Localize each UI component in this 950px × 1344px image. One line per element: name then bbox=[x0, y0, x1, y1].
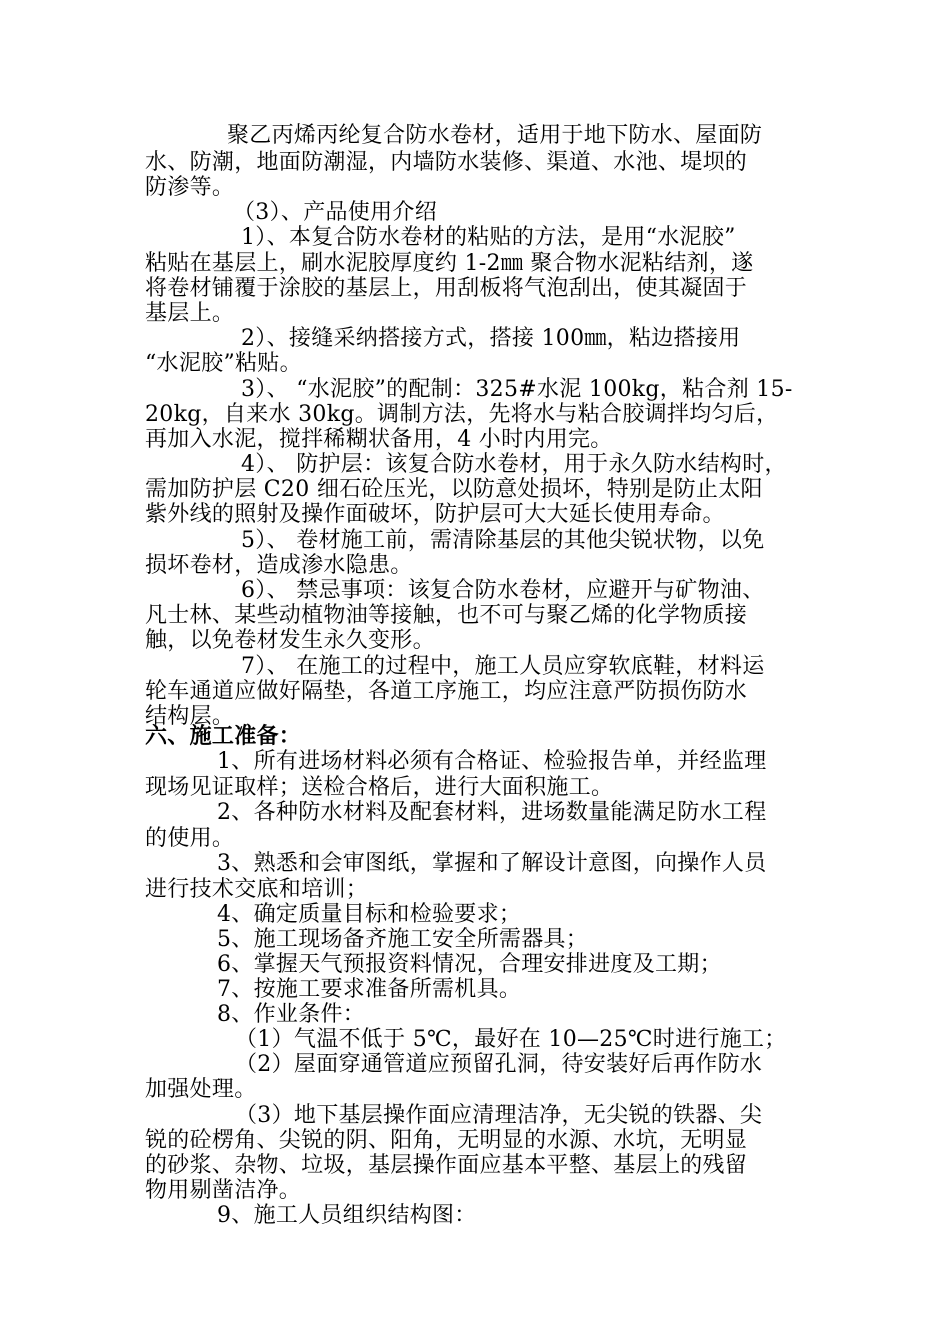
paragraph-line: 加强处理。 bbox=[145, 1077, 257, 1102]
paragraph-line: 5）、 卷材施工前，需清除基层的其他尖锐状物，以免 bbox=[241, 528, 765, 553]
paragraph-line: （3）地下基层操作面应清理洁净，无尖锐的铁器、尖 bbox=[235, 1103, 763, 1128]
paragraph-line: 5、施工现场备齐施工安全所需器具； bbox=[217, 927, 589, 952]
paragraph-line: 需加防护层 C20 细石砼压光，以防意处损坏，特别是防止太阳 bbox=[145, 477, 763, 502]
paragraph-line: 再加入水泥，搅拌稀糊状备用，4 小时内用完。 bbox=[145, 427, 613, 452]
paragraph-line: 7）、 在施工的过程中，施工人员应穿软底鞋，材料运 bbox=[241, 654, 765, 679]
paragraph-line: 的砂浆、杂物、垃圾，基层操作面应基本平整、基层上的残留 bbox=[145, 1153, 748, 1178]
paragraph-line: 1、所有进场材料必须有合格证、检验报告单，并经监理 bbox=[217, 749, 767, 774]
paragraph-line: “水泥胶”粘贴。 bbox=[145, 351, 302, 376]
paragraph-line: （1）气温不低于 5℃，最好在 10—25℃时进行施工； bbox=[235, 1027, 787, 1052]
paragraph-line: 触，以免卷材发生永久变形。 bbox=[145, 628, 435, 653]
paragraph-line: 20kg，自来水 30kg。调制方法，先将水与粘合胶调拌均匀后， bbox=[145, 402, 779, 427]
paragraph-line: 基层上。 bbox=[145, 301, 235, 326]
section-subtitle: （3）、产品使用介绍 bbox=[233, 200, 437, 225]
paragraph-line: 2、各种防水材料及配套材料，进场数量能满足防水工程 bbox=[217, 800, 767, 825]
paragraph-line: 进行技术交底和培训； bbox=[145, 877, 369, 902]
paragraph-line: 6、掌握天气预报资料情况，合理安排进度及工期； bbox=[217, 952, 722, 977]
paragraph-line: 9、施工人员组织结构图： bbox=[217, 1203, 477, 1228]
paragraph-line: 水、防潮，地面防潮湿，内墙防水装修、渠道、水池、堤坝的 bbox=[145, 150, 748, 175]
paragraph-line: 1）、本复合防水卷材的粘贴的方法，是用“水泥胶” bbox=[241, 225, 736, 250]
paragraph-line: 轮车通道应做好隔垫，各道工序施工，均应注意严防损伤防水 bbox=[145, 679, 748, 704]
paragraph-line: 聚乙丙烯丙纶复合防水卷材，适用于地下防水、屋面防 bbox=[227, 123, 763, 148]
paragraph-line: 7、按施工要求准备所需机具。 bbox=[217, 977, 522, 1002]
paragraph-line: 将卷材铺覆于涂胶的基层上，用刮板将气泡刮出，使其凝固于 bbox=[145, 276, 748, 301]
paragraph-line: 锐的砼楞角、尖锐的阴、阳角，无明显的水源、水坑，无明显 bbox=[145, 1128, 748, 1153]
paragraph-line: 物用剔凿洁净。 bbox=[145, 1178, 302, 1203]
paragraph-line: 的使用。 bbox=[145, 826, 235, 851]
paragraph-line: 紫外线的照射及操作面破坏，防护层可大大延长使用寿命。 bbox=[145, 502, 725, 527]
paragraph-line: 防渗等。 bbox=[145, 175, 235, 200]
section-heading: 六、施工准备： bbox=[145, 723, 302, 749]
paragraph-line: 损坏卷材，造成渗水隐患。 bbox=[145, 553, 413, 578]
paragraph-line: 3、熟悉和会审图纸，掌握和了解设计意图，向操作人员 bbox=[217, 851, 767, 876]
paragraph-line: 凡士林、某些动植物油等接触，也不可与聚乙烯的化学物质接 bbox=[145, 603, 748, 628]
paragraph-line: 6）、 禁忌事项：该复合防水卷材，应避开与矿物油、 bbox=[241, 578, 765, 603]
paragraph-line: 2）、接缝采纳搭接方式，搭接 100㎜，粘边搭接用 bbox=[241, 326, 741, 351]
paragraph-line: 结构层。 bbox=[145, 704, 235, 729]
paragraph-line: 4）、 防护层：该复合防水卷材，用于永久防水结构时， bbox=[241, 452, 787, 477]
paragraph-line: 粘贴在基层上，刷水泥胶厚度约 1-2㎜ 聚合物水泥粘结剂，遂 bbox=[145, 251, 754, 276]
paragraph-line: 4、确定质量目标和检验要求； bbox=[217, 902, 522, 927]
paragraph-line: 现场见证取样；送检合格后，进行大面积施工。 bbox=[145, 775, 614, 800]
paragraph-line: （2）屋面穿通管道应预留孔洞，待安装好后再作防水 bbox=[235, 1052, 763, 1077]
paragraph-line: 3）、 “水泥胶”的配制：325#水泥 100kg，粘合剂 15- bbox=[241, 377, 793, 402]
paragraph-line: 8、作业条件： bbox=[217, 1002, 366, 1027]
